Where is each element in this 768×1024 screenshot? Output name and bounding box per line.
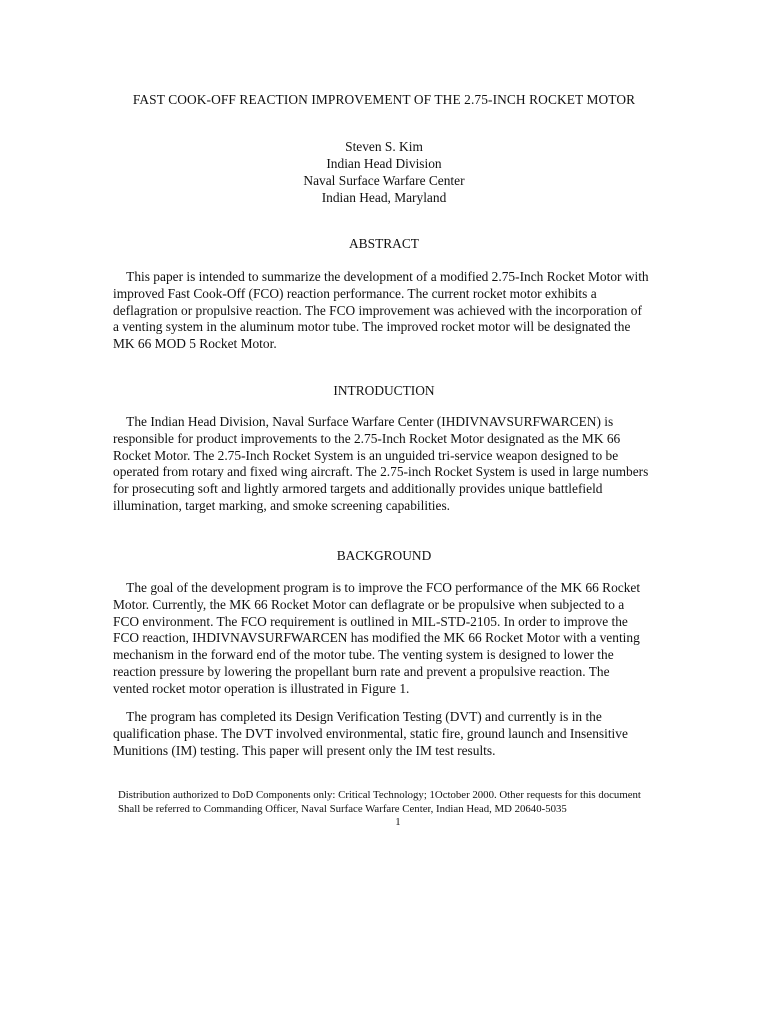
introduction-line: responsible for product improvements to the 2.75-Inch Rocket Motor designated as the MK 66 [113,430,621,446]
abstract-line: a venting system in the aluminum motor tube. The improved rocket motor will be designated the [113,319,631,335]
background-line: vented rocket motor operation is illustrated in Figure 1. [113,680,410,696]
background-line: FCO environment. The FCO requirement is outlined in MIL-STD-2105. In order to improve the [113,613,628,629]
background-line: The program has completed its Design Verification Testing (DVT) and currently is in the [113,709,602,724]
abstract-line: This paper is intended to summarize the development of a modified 2.75-Inch Rocket Motor with [113,269,649,284]
background-line: Munitions (IM) testing. This paper will present only the IM test results. [113,742,496,758]
introduction-line: The Indian Head Division, Naval Surface Warfare Center (IHDIVNAVSURFWARCEN) is [113,414,614,429]
introduction-paragraph [113,414,673,515]
introduction-heading: INTRODUCTION [333,383,435,398]
author-affiliation-division: Indian Head Division [326,156,442,171]
background-paragraph-2 [113,709,673,759]
abstract-line: MK 66 MOD 5 Rocket Motor. [113,336,277,352]
introduction-line: Rocket Motor. The 2.75-Inch Rocket System is an unguided tri-service weapon designed to be [113,447,619,463]
footnote-line: Shall be referred to Commanding Officer, Naval Surface Warfare Center, Indian Head, MD 20640-5035 [118,802,567,815]
introduction-line: illumination, target marking, and smoke screening capabilities. [113,497,451,513]
paper-title: FAST COOK-OFF REACTION IMPROVEMENT OF THE 2.75-INCH ROCKET MOTOR [132,92,636,107]
author-location: Indian Head, Maryland [321,190,447,205]
background-line: Motor. Currently, the MK 66 Rocket Motor can deflagrate or be propulsive when subjected to a [113,596,625,612]
background-heading: BACKGROUND [336,548,432,563]
author-name: Steven S. Kim [345,139,423,154]
background-line: mechanism in the forward end of the motor tube. The venting system is designed to lower the [113,647,614,663]
introduction-line: operated from rotary and fixed wing aircraft. The 2.75-inch Rocket System is used in large numbers [113,464,649,480]
page-number: 1 [395,816,401,828]
background-paragraph-1 [113,580,673,698]
background-line: FCO reaction, IHDIVNAVSURFWARCEN has modified the MK 66 Rocket Motor with a venting [113,630,640,646]
distribution-footnote [118,789,678,816]
background-line: qualification phase. The DVT involved environmental, static fire, ground launch and Insensitive [113,725,628,741]
abstract-paragraph [113,269,673,353]
author-affiliation-center: Naval Surface Warfare Center [303,173,465,188]
introduction-line: for prosecuting soft and lightly armored targets and additionally provides unique battlefield [113,481,603,497]
background-line: The goal of the development program is to improve the FCO performance of the MK 66 Rocket [113,580,641,595]
author-block [0,138,768,206]
footnote-line: Distribution authorized to DoD Components only: Critical Technology; 1October 2000. Other requests for this document [118,789,641,801]
abstract-line: improved Fast Cook-Off (FCO) reaction performance. The current rocket motor exhibits a [113,285,597,301]
abstract-line: deflagration or propulsive reaction. The FCO improvement was achieved with the incorporation of [113,302,642,318]
abstract-heading: ABSTRACT [349,236,419,251]
background-line: reaction pressure by lowering the propellant burn rate and prevent a propulsive reaction. The [113,663,610,679]
